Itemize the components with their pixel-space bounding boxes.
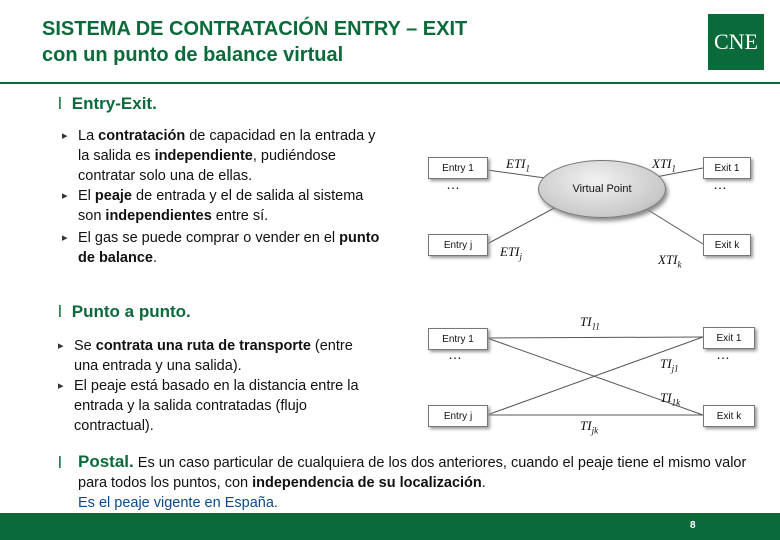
label-text: ETI bbox=[506, 156, 526, 171]
footer-bar bbox=[0, 513, 780, 540]
bullet-bold: punto de balance bbox=[78, 230, 380, 266]
bullet-text: , pudiéndose contratar solo una de ellas. bbox=[78, 148, 336, 184]
ellipsis: … bbox=[446, 176, 461, 192]
exit-1-node: Exit 1 bbox=[703, 327, 755, 349]
bullet-arrow-icon: ▸ bbox=[58, 340, 64, 352]
xti-k-label bbox=[658, 252, 682, 270]
bullet-bold: independientes bbox=[105, 208, 212, 224]
bullet-text: . bbox=[152, 250, 157, 266]
label-sub: j bbox=[519, 251, 523, 262]
postal-text: Es un caso particular de cualquiera de los dos anteriores, cuando el peaje tiene el mismo valor para todos los puntos, con bbox=[78, 455, 747, 491]
connector-line bbox=[640, 205, 703, 244]
section-marker: l bbox=[58, 453, 62, 472]
ellipsis: … bbox=[713, 176, 728, 192]
label-sub: 1k bbox=[671, 397, 681, 408]
bullet-text: entre sí. bbox=[211, 208, 269, 224]
ti-11-label bbox=[580, 314, 600, 332]
bullet-text: de entrada y el de salida al sistema son bbox=[78, 188, 364, 224]
postal-text: . bbox=[481, 475, 486, 491]
cne-logo: CNE bbox=[708, 14, 764, 70]
section-marker: l bbox=[58, 302, 62, 321]
ti-j1-label bbox=[660, 356, 679, 374]
bullet-arrow-icon: ▸ bbox=[62, 130, 68, 142]
bullet-bold: peaje bbox=[94, 188, 133, 204]
label-text: XTI bbox=[652, 156, 672, 171]
label-text: XTI bbox=[658, 252, 678, 267]
label-text: TI bbox=[660, 356, 672, 371]
exit-k-node: Exit k bbox=[703, 405, 755, 427]
bullet-arrow-icon: ▸ bbox=[62, 190, 68, 202]
bullet-text: El peaje está basado en la distancia entre la entrada y la salida contratadas (flujo contractual). bbox=[74, 378, 359, 434]
ti-jk-label bbox=[580, 418, 598, 436]
section-heading: Entry-Exit. bbox=[71, 94, 157, 113]
label-sub: 1 bbox=[525, 163, 530, 174]
entry-1-node: Entry 1 bbox=[428, 157, 488, 179]
title-line-1: SISTEMA DE CONTRATACIÓN ENTRY – EXIT bbox=[42, 18, 468, 40]
label-sub: 11 bbox=[591, 321, 600, 332]
page-number: 8 bbox=[690, 520, 696, 531]
label-sub: k bbox=[677, 259, 682, 270]
bullet-arrow-icon: ▸ bbox=[58, 380, 64, 392]
label-text: TI bbox=[580, 314, 592, 329]
bullet-text: El gas se puede comprar o vender en el bbox=[78, 230, 340, 246]
bullet-bold: independiente bbox=[154, 148, 253, 164]
bullet-arrow-icon: ▸ bbox=[62, 232, 68, 244]
eti-1-label bbox=[506, 156, 530, 174]
label-text: TI bbox=[580, 418, 592, 433]
eti-j-label bbox=[500, 244, 522, 262]
xti-1-label bbox=[652, 156, 676, 174]
label-sub: j1 bbox=[671, 363, 679, 374]
entry-j-node: Entry j bbox=[428, 234, 488, 256]
bullet-bold: contratación bbox=[98, 128, 186, 144]
section-marker-postal bbox=[58, 453, 72, 473]
title-line-2: con un punto de balance virtual bbox=[42, 44, 344, 66]
exit-1-node: Exit 1 bbox=[703, 157, 751, 179]
bullet-item bbox=[58, 376, 374, 436]
exit-k-node: Exit k bbox=[703, 234, 751, 256]
bullet-text: El bbox=[78, 188, 95, 204]
entry-1-node: Entry 1 bbox=[428, 328, 488, 350]
label-sub: jk bbox=[591, 425, 599, 436]
section-punto-a-punto bbox=[58, 302, 191, 322]
bullet-text: de capacidad en la entrada y la salida es bbox=[78, 128, 376, 164]
bullet-text: (entre una entrada y una salida). bbox=[74, 338, 353, 374]
label-text: TI bbox=[660, 390, 672, 405]
virtual-point: Virtual Point bbox=[538, 160, 666, 218]
ellipsis: … bbox=[716, 346, 731, 362]
ti-1k-label bbox=[660, 390, 680, 408]
bullet-text: Se bbox=[74, 338, 96, 354]
bullet-bold: contrata una ruta de transporte bbox=[95, 338, 311, 354]
section-heading: Punto a punto. bbox=[71, 302, 191, 321]
connector-line bbox=[487, 205, 560, 244]
postal-bold: independencia de su localización bbox=[252, 475, 482, 491]
entry-j-node: Entry j bbox=[428, 405, 488, 427]
section-heading: Postal. bbox=[78, 452, 134, 471]
section-marker: l bbox=[58, 94, 62, 113]
bullet-item bbox=[58, 336, 374, 376]
label-sub: 1 bbox=[671, 163, 676, 174]
ellipsis: … bbox=[448, 346, 463, 362]
postal-paragraph bbox=[78, 452, 774, 513]
connector-line bbox=[487, 337, 703, 338]
postal-line-2: Es el peaje vigente en España. bbox=[78, 495, 278, 511]
bullet-text: La bbox=[78, 128, 99, 144]
label-text: ETI bbox=[500, 244, 520, 259]
